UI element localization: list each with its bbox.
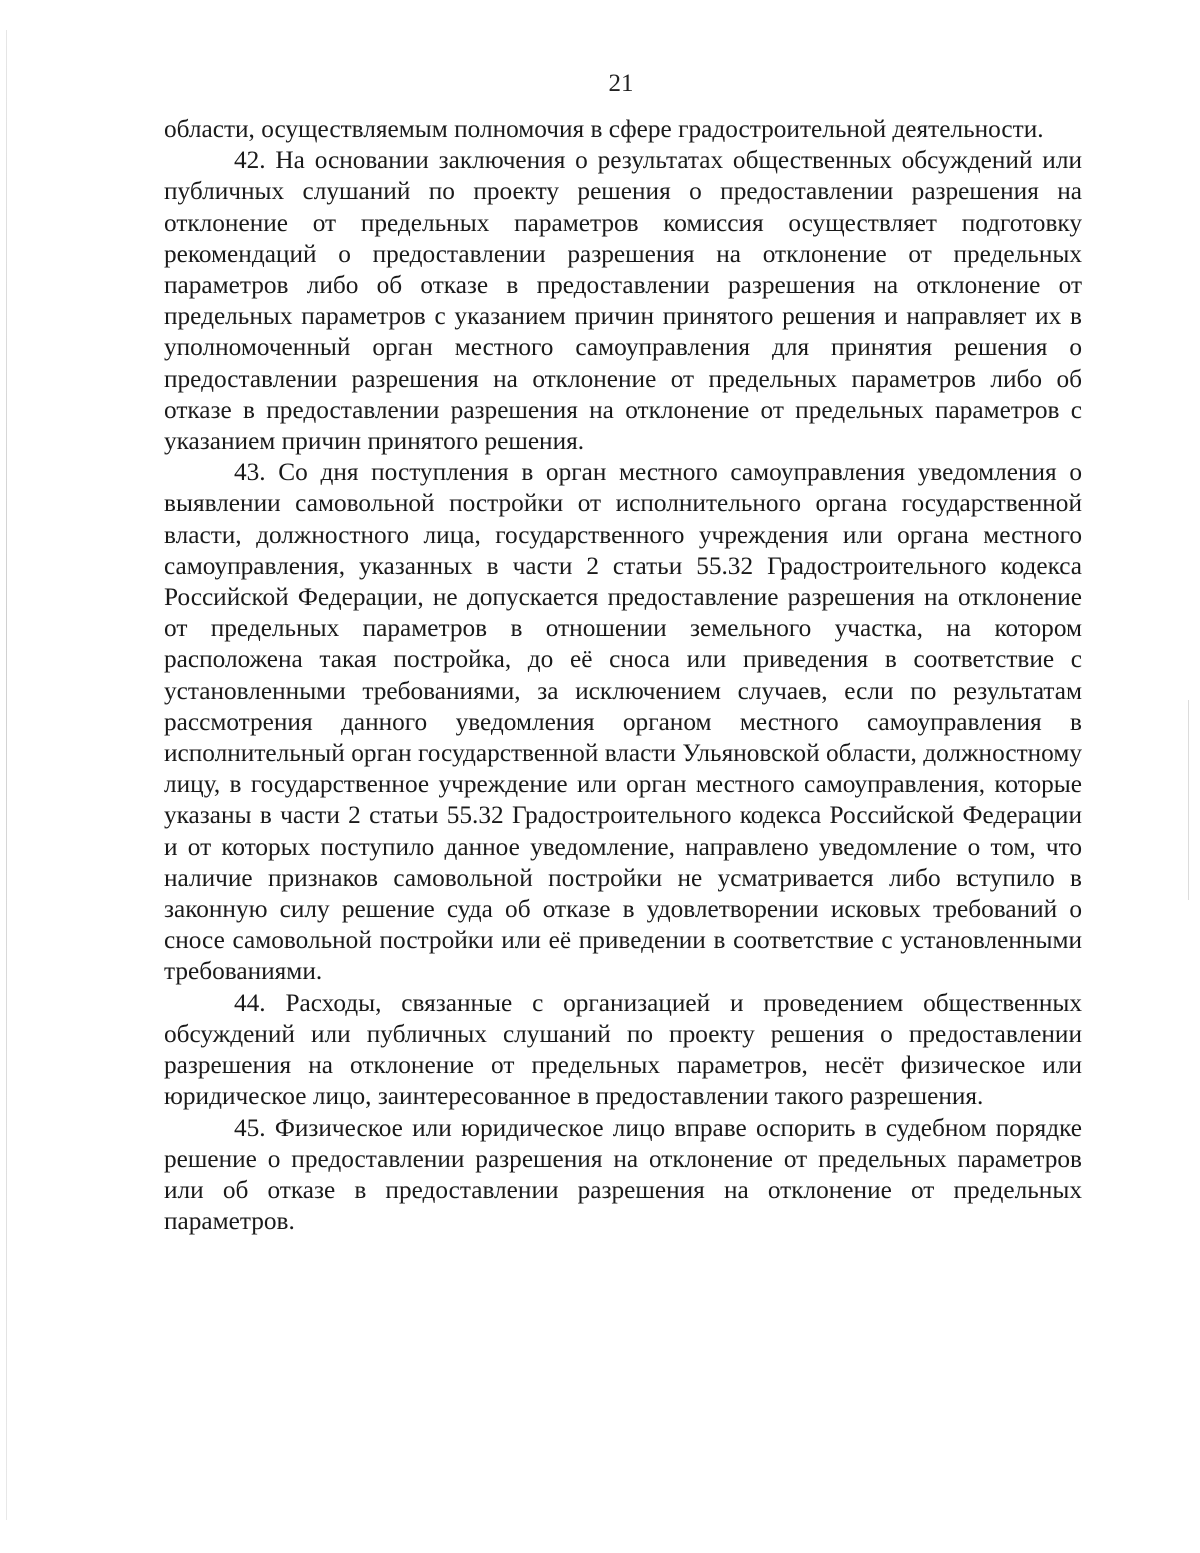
- page-number: 21: [608, 70, 634, 97]
- document-body: [164, 114, 1082, 1237]
- paragraph-43: 43. Со дня поступления в орган местного самоуправления уведомления о выявлении самовольной постройки от исполнительного органа государственной власти, должностного лица, государственного учреждения или органа местного самоуправления, указанных в части 2 статьи 55.32 Градостроительного кодекса Российской Федерации, не допускается предоставление разрешения на отклонение от предельных параметров в отношении земельного участка, на котором расположена такая постройка, до её сноса или приведения в соответствие с установленными требованиями, за исключением случаев, если по результатам рассмотрения данного уведомления органом местного самоуправления в исполнительный орган государственной власти Ульяновской области, должностному лицу, в государственное учреждение или орган местного самоуправления, которые указаны в части 2 статьи 55.32 Градостроительного кодекса Российской Федерации и от которых поступило данное уведомление, направлено уведомление о том, что наличие признаков самовольной постройки не усматривается либо вступило в законную силу решение суда об отказе в удовлетворении исковых требований о сносе самовольной постройки или её приведении в соответствие с установленными требованиями.: [164, 458, 1082, 986]
- paragraph-42: 42. На основании заключения о результатах общественных обсуждений или публичных слушаний по проекту решения о предоставлении разрешения на отклонение от предельных параметров комиссия осуществляет подготовку рекомендаций о предоставлении разрешения на отклонение от предельных параметров либо об отказе в предоставлении разрешения на отклонение от предельных параметров с указанием причин принятого решения и направляет их в уполномоченный орган местного самоуправления для принятия решения о предоставлении разрешения на отклонение от предельных параметров либо об отказе в предоставлении разрешения на отклонение от предельных параметров с указанием причин принятого решения.: [164, 146, 1082, 456]
- paragraph-45: 45. Физическое или юридическое лицо вправе оспорить в судебном порядке решение о предоставлении разрешения на отклонение от предельных параметров или об отказе в предоставлении разрешения на отклонение от предельных параметров.: [164, 1113, 1082, 1236]
- scan-edge-mark: [6, 30, 7, 1520]
- paragraph-44: 44. Расходы, связанные с организацией и проведением общественных обсуждений или публичных слушаний по проекту решения о предоставлении разрешения на отклонение от предельных параметров, несёт физическое или юридическое лицо, заинтересованное в предоставлении такого разрешения.: [164, 988, 1082, 1111]
- paragraph-41-continuation: области, осуществляемым полномочия в сфере градостроительной деятельности.: [164, 115, 1044, 143]
- scan-edge-mark: [1188, 700, 1189, 900]
